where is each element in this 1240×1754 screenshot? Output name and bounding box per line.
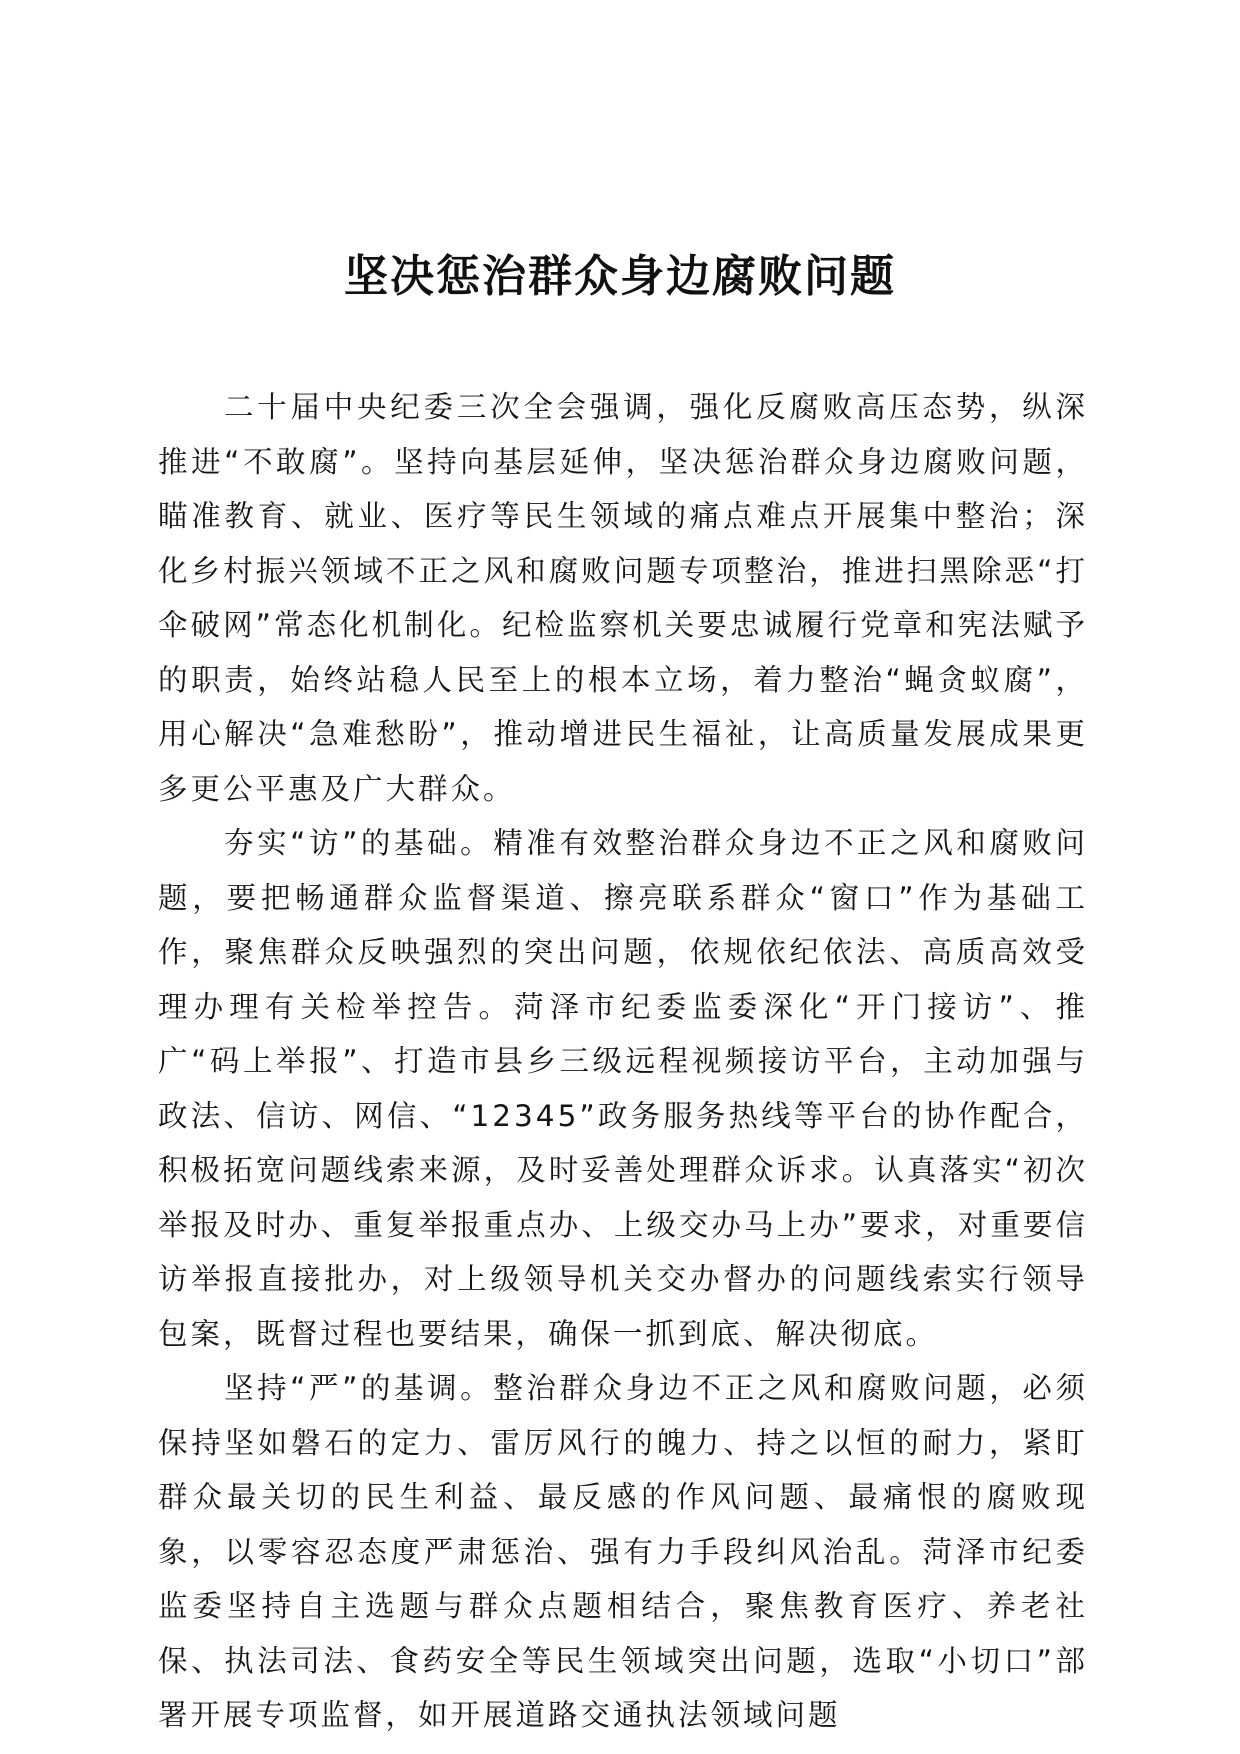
paragraph-intro: 二十届中央纪委三次全会强调，强化反腐败高压态势，纵深推进“不敢腐”。坚持向基层延伸，坚决惩治群众身边腐败问题，瞄准教育、就业、医疗等民生领域的痛点难点开展集中整治；深化乡村振兴领域不正之风和腐败问题专项整治，推进扫黑除恶“打伞破网”常态化机制化。纪检监察机关要忠诚履行党章和宪法赋予的职责，始终站稳人民至上的根本立场，着力整治“蝇贪蚁腐”，用心解决“急难愁盼”，推动增进民生福祉，让高质量发展成果更多更公平惠及广大群众。 xyxy=(158,390,1088,806)
document-title: 坚决惩治群众身边腐败问题 xyxy=(344,251,896,302)
paragraph-visit-foundation: 夯实“访”的基础。精准有效整治群众身边不正之风和腐败问题，要把畅通群众监督渠道、擦亮联系群众“窗口”作为基础工作，聚焦群众反映强烈的突出问题，依规依纪依法、高质高效受理办理有关检举控告。菏泽市纪委监委深化“开门接访”、推广“码上举报”、打造市县乡三级远程视频接访平台，主动加强与政法、信访、网信、“12345”政务服务热线等平台的协作配合，积极拓宽问题线索来源，及时妥善处理群众诉求。认真落实“初次举报及时办、重复举报重点办、上级交办马上办”要求，对重要信访举报直接批办，对上级领导机关交办督办的问题线索实行领导包案，既督过程也要结果，确保一抓到底、解决彻底。 xyxy=(158,826,1088,1351)
document-body xyxy=(158,380,1088,1743)
paragraph-strict-tone: 坚持“严”的基调。整治群众身边不正之风和腐败问题，必须保持坚如磐石的定力、雷厉风行的魄力、持之以恒的耐力，紧盯群众最关切的民生利益、最反感的作风问题、最痛恨的腐败现象，以零容忍态度严肃惩治、强有力手段纠风治乱。菏泽市纪委监委坚持自主选题与群众点题相结合，聚焦教育医疗、养老社保、执法司法、食药安全等民生领域突出问题，选取“小切口”部署开展专项监督，如开展道路交通执法领域问题 xyxy=(158,1371,1088,1732)
